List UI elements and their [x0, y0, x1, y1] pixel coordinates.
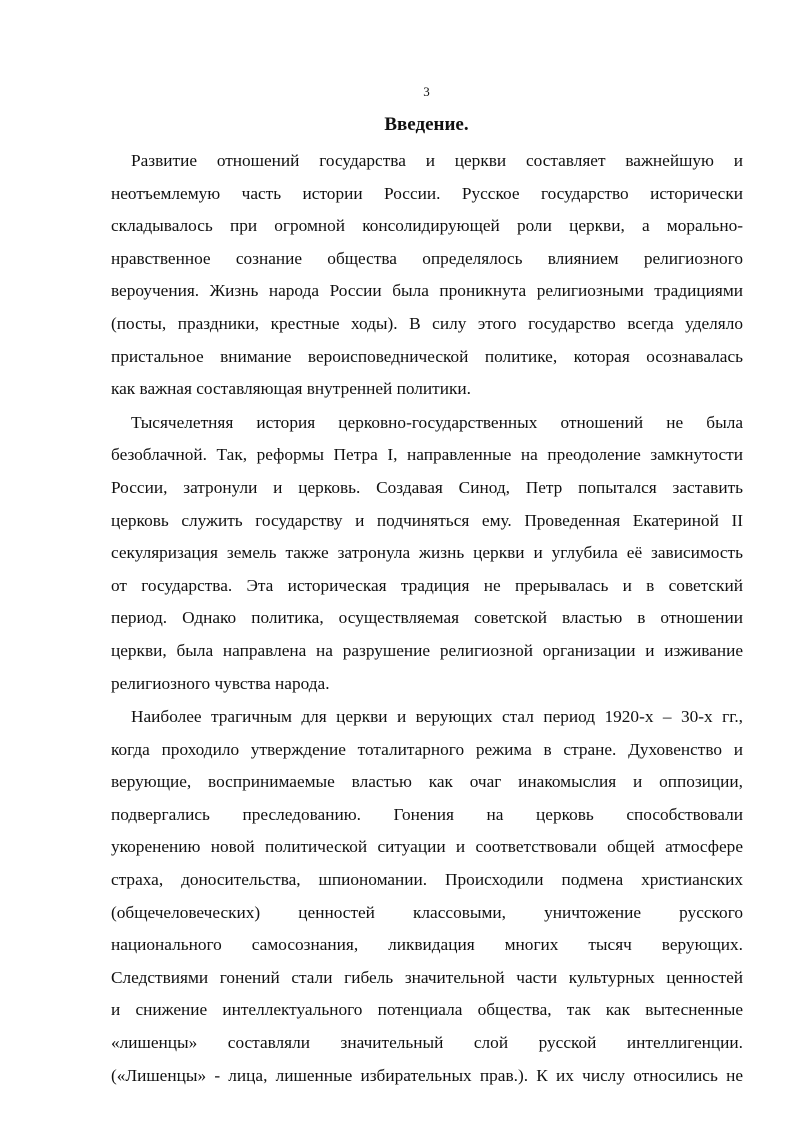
text-line: когда проходило утверждение тоталитарного режима в стране. Духовенство и	[111, 739, 743, 759]
text-line: период. Однако политика, осуществляемая советской властью в отношении	[111, 608, 743, 628]
text-line: укоренению новой политической ситуации и соответствовали общей атмосфере	[111, 837, 743, 857]
text-line: (посты, праздники, крестные ходы). В силу этого государство всегда уделяло	[111, 313, 743, 333]
text-line: «лишенцы» составляли значительный слой русской интеллигенции.	[111, 1033, 743, 1053]
text-line: страха, доносительства, шпиономании. Происходили подмена христианских	[111, 870, 743, 890]
text-line: России, затронули и церковь. Создавая Синод, Петр попытался заставить	[111, 477, 743, 497]
text-line: Тысячелетняя история церковно-государственных отношений не была	[131, 412, 743, 432]
text-line: и снижение интеллектуального потенциала общества, так как вытесненные	[111, 1000, 743, 1020]
text-line: как важная составляющая внутренней политики.	[111, 379, 471, 399]
text-line: пристальное внимание вероисповеднической политике, которая осознавалась	[111, 346, 743, 366]
body-text	[111, 145, 743, 1093]
paragraph-2	[111, 407, 743, 700]
text-line: Наиболее трагичным для церкви и верующих стал период 1920-х – 30-х гг.,	[131, 707, 743, 727]
paragraph-3	[111, 701, 743, 1092]
text-line: Развитие отношений государства и церкви составляет важнейшую и	[131, 151, 743, 170]
text-line: подвергались преследованию. Гонения на церковь способствовали	[111, 804, 743, 824]
text-line: («Лишенцы» - лица, лишенные избирательных прав.). К их числу относились не	[111, 1065, 743, 1085]
text-line: безоблачной. Так, реформы Петра I, направленные на преодоление замкнутости	[111, 445, 743, 465]
text-line: религиозного чувства народа.	[111, 673, 330, 693]
text-line: Следствиями гонений стали гибель значительной части культурных ценностей	[111, 967, 743, 987]
text-line: национального самосознания, ликвидация многих тысяч верующих.	[111, 935, 743, 955]
text-line: складывалось при огромной консолидирующей роли церкви, а морально-	[111, 216, 743, 236]
text-line: нравственное сознание общества определялось влиянием религиозного	[111, 248, 743, 268]
text-line: секуляризация земель также затронула жизнь церкви и углубила её зависимость	[111, 543, 743, 563]
page-number: 3	[423, 84, 430, 99]
text-line: неотъемлемую часть истории России. Русское государство исторически	[111, 183, 743, 203]
text-line: от государства. Эта историческая традиция не прерывалась и в советский	[111, 575, 743, 595]
text-line: верующие, воспринимаемые властью как очаг инакомыслия и оппозиции,	[111, 772, 743, 792]
text-line: церковь служить государству и подчиняться ему. Проведенная Екатериной II	[111, 510, 743, 530]
text-line: (общечеловеческих) ценностей классовыми, уничтожение русского	[111, 902, 743, 922]
paragraph-1	[111, 145, 743, 406]
page-title: Введение.	[384, 114, 469, 135]
text-line: церкви, была направлена на разрушение религиозной организации и изживание	[111, 640, 743, 660]
text-line: вероучения. Жизнь народа России была проникнута религиозными традициями	[111, 281, 743, 301]
